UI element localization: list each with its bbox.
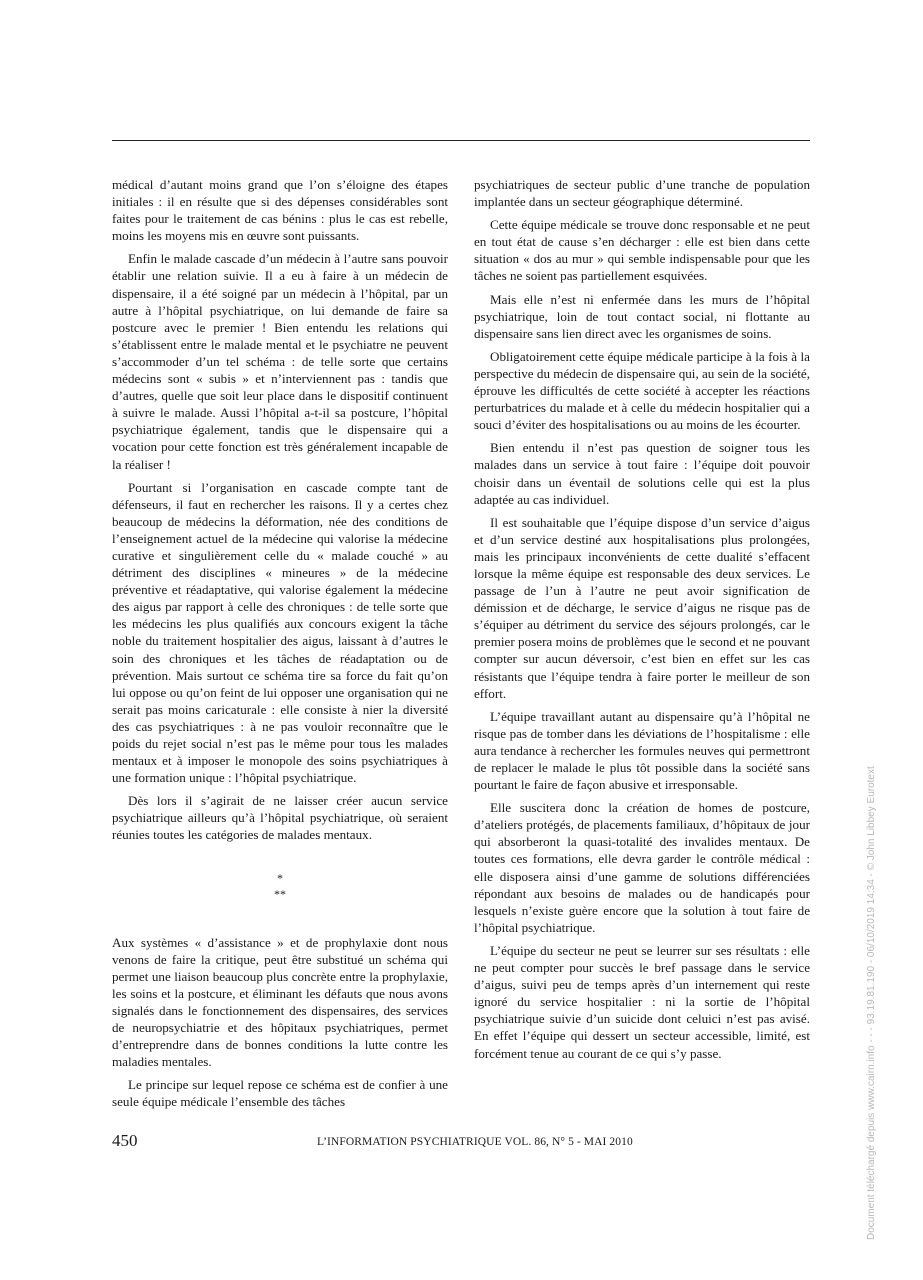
paragraph: psychiatriques de secteur public d’une tranche de population implantée dans un secteur géographique déterminé.: [474, 177, 810, 210]
download-watermark: Document téléchargé depuis www.cairn.info - - - 93.19.81.190 - 06/10/2019 14:34 - © John Libbey Eurotext: [866, 766, 877, 1240]
paragraph: Mais elle n’est ni enfermée dans les murs de l’hôpital psychiatrique, loin de tout contact social, ni flottante au dispensaire sans lien direct avec les organismes de soins.: [474, 291, 810, 341]
paragraph: Enfin le malade cascade d’un médecin à l’autre sans pouvoir établir une relation suivie. Il a eu à faire à un médecin de dispensaire, il a été soigné par un médecin à l’hôpital, par un autre à l’hôpital psychiatrique, on lui demande de faire sa postcure avec le premier ! Bien entendu les relations qui s’établissent entre le malade mental et le psychiatre ne peuvent s’accommoder d’un tel schéma : de telle sorte que certains médecins sont « subis » et n’interviennent pas : tandis que d’autres, quelle que soit leur place dans le dispositif continuent à suivre le malade. Aussi l’hôpital a-t-il sa postcure, l’hôpital psychiatrique également, tandis que le dispensaire qui a vocation pour cette fonction est très généralement incapable de la réaliser !: [112, 251, 448, 472]
paragraph: Cette équipe médicale se trouve donc responsable et ne peut en tout état de cause s’en décharger : elle est bien dans cette situation « dos au mur » qui semble indispensable pour que les tâches ne soient pas partiellement esquivées.: [474, 217, 810, 284]
page-number: 450: [112, 1131, 138, 1150]
paragraph: médical d’autant moins grand que l’on s’éloigne des étapes initiales : il en résulte que si des dépenses considérables sont faites pour le traitement de cas bénins : plus le cas est rebelle, moins les moyens mis en œuvre sont puissants.: [112, 177, 448, 244]
page-footer: [112, 1131, 810, 1153]
section-separator: [112, 870, 448, 902]
paragraph: Elle suscitera donc la création de homes de postcure, d’ateliers protégés, de placements familiaux, d’hôpitaux de jour qui absorberont la quasi-totalité des invalides mentaux. De toutes ces formations, elle devra garder le contrôle médical : elle disposera ainsi d’une gamme de solutions différenciées répondant aux besoins de malades ou de handicapés pour lesquels n’existe guère encore que la solution à tout faire de l’hôpital psychiatrique.: [474, 800, 810, 935]
paragraph: L’équipe travaillant autant au dispensaire qu’à l’hôpital ne risque pas de tomber dans les déviations de l’hospitalisme : elle aura tendance à rechercher les formules neuves qui permettront de replacer le malade le plus tôt possible dans la société sans pourtant le faire de façon abusive et irresponsable.: [474, 708, 810, 793]
paragraph: L’équipe du secteur ne peut se leurrer sur ses résultats : elle ne peut compter pour succès le bref passage dans le service d’aigus, suivi peu de temps après d’un internement qui reste ignoré du service hospitalier : ni la sortie de l’hôpital psychiatrique suivie d’un suicide dont celuici n’est pas avisé. En effet l’équipe qui dessert un secteur accessible, limité, est forcément tenue au courant de ce qui s’y passe.: [474, 942, 810, 1061]
left-column: [112, 176, 448, 1117]
paragraph: Dès lors il s’agirait de ne laisser créer aucun service psychiatrique ailleurs qu’à l’hôpital psychiatrique, où seraient réunies toutes les catégories de malades mentaux.: [112, 793, 448, 843]
header-rule: [112, 140, 810, 141]
paragraph: Il est souhaitable que l’équipe dispose d’un service d’aigus et d’un service destiné aux hospitalisations plus prolongées, mais les principaux inconvénients de cette dualité s’effacent lorsque la même équipe est responsable des deux services. Le passage de l’un à l’autre ne peut avoir signification de démission et de décharge, le service d’aigus ne risque pas de s’équiper au détriment du service des séjours prolongés, car le premier posera moins de problèmes que le second et ne pouvant compter sur aucun déversoir, c’est bien en effet sur les cas résistants que l’équipe tendra à faire porter le meilleur de son effort.: [474, 514, 810, 701]
paragraph: Bien entendu il n’est pas question de soigner tous les malades dans un service à tout faire : l’équipe doit pouvoir choisir dans un éventail de solutions celle qui est la plus adaptée au cas individuel.: [474, 440, 810, 507]
journal-citation: L’INFORMATION PSYCHIATRIQUE VOL. 86, N° 5 - MAI 2010: [317, 1136, 633, 1148]
right-column: [474, 176, 810, 1068]
paragraph: Pourtant si l’organisation en cascade compte tant de défenseurs, il faut en rechercher les raisons. Il y a certes chez beaucoup de médecins la déformation, née des conditions de l’enseignement actuel de la médecine qui valorise la médecine curative et singulièrement celle du « malade couché » au détriment des disciplines « mineures » de la médecine préventive et réadaptative, qui valorise également la médecine des aigus par rapport à celle des chroniques : de telle sorte que les médecins les plus qualifiés aux concours exigent la tâche noble du traitement hospitalier des aigus, laissant à d’autres le soin des chroniques et les tâches de réadaptation ou de prévention. Mais surtout ce schéma tire sa force du fait qu’on lui oppose ou qu’on feint de lui opposer une organisation qui ne serait pas moins caricaturale : elle consiste à nier la diversité des cas psychiatriques : à ne pas vouloir reconnaître que le poids du rejet social n’est pas le même pour tous les malades mentaux et à imposer le monopole des soins psychiatriques à une formation unique : l’hôpital psychiatrique.: [112, 479, 448, 786]
paragraph: Le principe sur lequel repose ce schéma est de confier à une seule équipe médicale l’ensemble des tâches: [112, 1077, 448, 1110]
paragraph: Obligatoirement cette équipe médicale participe à la fois à la perspective du médecin de dispensaire qui, au sein de la société, éprouve les difficultés de cette société à accepter les réactions perturbatrices du malade et à celle du médecin hospitalier qui a souci d’éviter des hospitalisations ou au moins de les écourter.: [474, 348, 810, 433]
separator-stars: **: [274, 886, 286, 901]
paragraph: Aux systèmes « d’assistance » et de prophylaxie dont nous venons de faire la critique, peut être substitué un schéma qui permet une liaison beaucoup plus concrète entre la prophylaxie, les soins et la postcure, et éliminant les défauts que nous avons signalés dans le fonctionnement des dispensaires, des services de neuropsychiatrie et des hôpitaux psychiatriques, permet d’entreprendre dans de bonnes conditions la lutte contre les maladies mentales.: [112, 934, 448, 1070]
separator-star: *: [277, 870, 283, 885]
